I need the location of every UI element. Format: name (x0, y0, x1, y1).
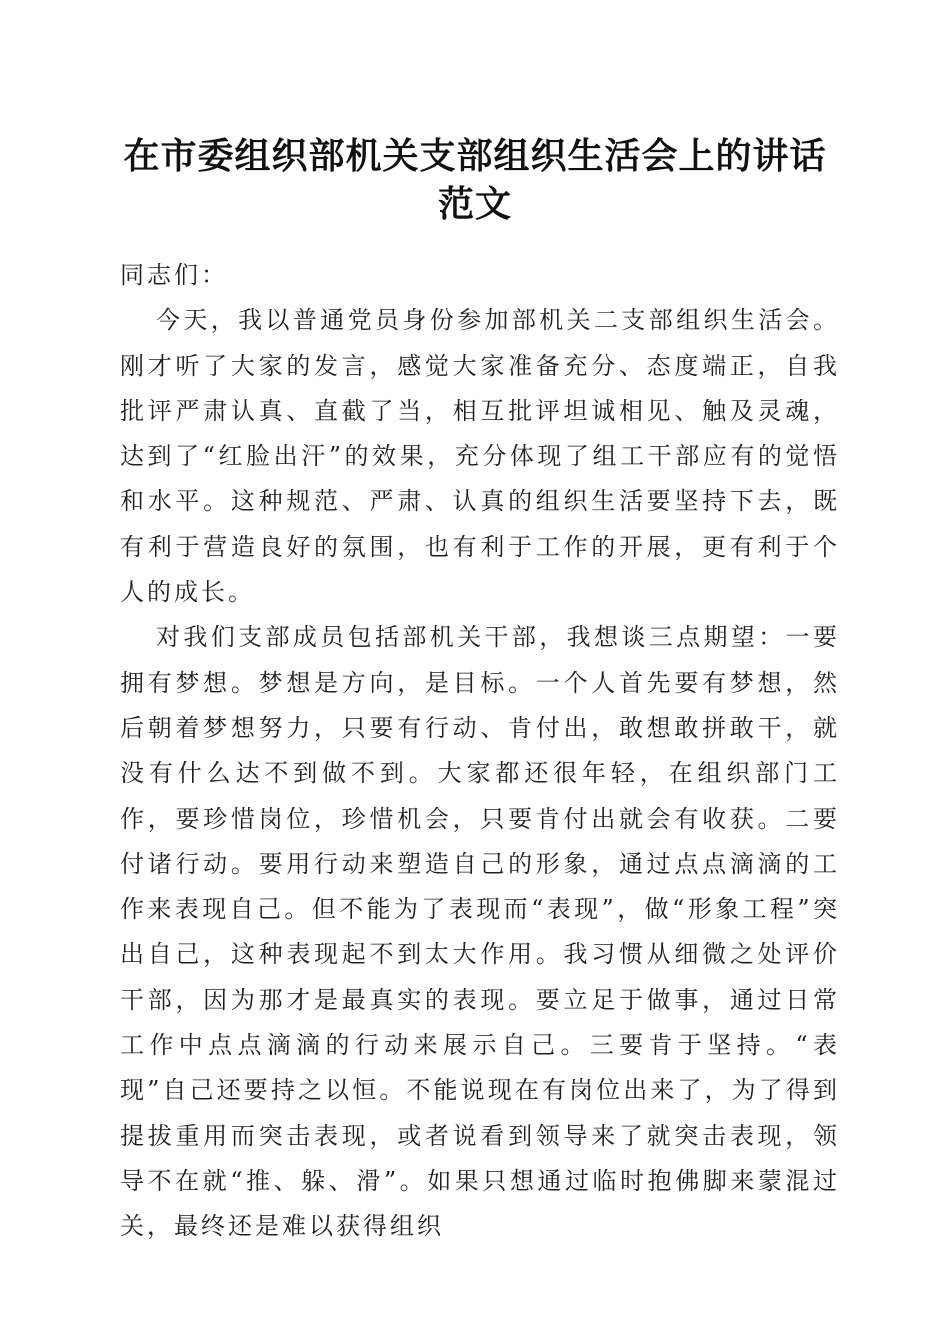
document-title: 在市委组织部机关支部组织生活会上的讲话范文 (123, 135, 827, 225)
paragraph-opening: 今天，我以普通党员身份参加部机关二支部组织生活会。刚才听了大家的发言，感觉大家准备充分、态度端正，自我批评严肃认真、直截了当，相互批评坦诚相见、触及灵魂，达到了“红脸出汗”的效果，充分体现了组工干部应有的觉悟和水平。这种规范、严肃、认真的组织生活要坚持下去，既有利于营造良好的氛围，也有利于工作的开展，更有利于个人的成长。 (120, 306, 840, 607)
paragraph-expectations: 对我们支部成员包括部机关干部，我想谈三点期望：一要拥有梦想。梦想是方向，是目标。一个人首先要有梦想，然后朝着梦想努力，只要有行动、肯付出，敢想敢拼敢干，就没有什么达不到做不到。大家都还很年轻，在组织部门工作，要珍惜岗位，珍惜机会，只要肯付出就会有收获。二要付诸行动。要用行动来塑造自己的形象，通过点点滴滴的工作来表现自己。但不能为了表现而“表现”，做“形象工程”突出自己，这种表现起不到太大作用。我习惯从细微之处评价干部，因为那才是最真实的表现。要立足于做事，通过日常工作中点点滴滴的行动来展示自己。三要肯于坚持。“表现”自己还要持之以恒。不能说现在有岗位出来了，为了得到提拔重用而突击表现，或者说看到领导来了就突击表现，领导不在就“推、躲、滑”。如果只想通过临时抱佛脚来蒙混过关，最终还是难以获得组织 (120, 623, 840, 1241)
document-body (120, 253, 840, 1250)
salutation: 同志们： (120, 261, 228, 289)
